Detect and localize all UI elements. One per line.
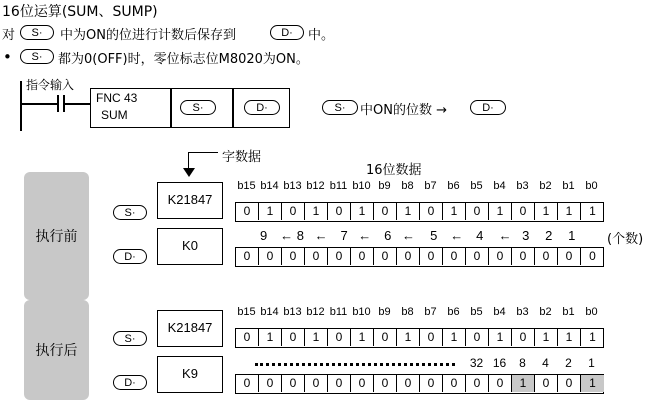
rung-wire (64, 103, 90, 105)
bit-cell: 0 (236, 375, 259, 392)
bit-cell: 1 (305, 329, 328, 346)
state-after: 执行后 (24, 300, 89, 400)
count-label: 3 (522, 228, 530, 243)
bit-label: b4 (493, 306, 506, 318)
bit-label: b11 (329, 306, 348, 318)
bit-cell: 0 (466, 248, 489, 265)
word-box-s: K21847 (157, 182, 223, 219)
bit-cell: 0 (512, 329, 535, 346)
arrow-left-icon: ← (314, 228, 328, 243)
bit-label: b7 (424, 306, 437, 318)
arrow-left-icon: ← (498, 228, 512, 243)
bit-cell: 0 (443, 248, 466, 265)
pointer-line (188, 152, 218, 153)
bit-label: b9 (378, 306, 391, 318)
bit-cell: 0 (466, 375, 489, 392)
bit-label: b3 (516, 180, 529, 192)
operand-d-badge: D· (244, 100, 280, 115)
state-before: 执行前 (24, 172, 89, 300)
bit-cell: 1 (397, 329, 420, 346)
bit-cell: 1 (351, 203, 374, 220)
bit-cell: 0 (351, 375, 374, 392)
bit-label: b0 (585, 306, 598, 318)
weight-label: 8 (519, 356, 526, 370)
operand-s-badge: S· (113, 331, 147, 346)
bit-label: b5 (470, 306, 483, 318)
bit-label: b14 (260, 180, 279, 192)
bit-cell: 0 (420, 203, 443, 220)
rung-wire (21, 103, 57, 105)
bit-cell: 1 (489, 329, 512, 346)
word-box-d: K0 (157, 228, 223, 265)
word-data-label: 字数据 (222, 150, 262, 165)
bit-cell: 0 (328, 375, 351, 392)
bit-register-d (235, 374, 604, 394)
bit-cell: 0 (328, 203, 351, 220)
bit-cell: 0 (236, 203, 259, 220)
bit-cell: 0 (305, 375, 328, 392)
bit-cell: 0 (259, 248, 282, 265)
operand-s-badge: S· (20, 49, 54, 64)
power-rail (20, 81, 22, 131)
bit-cell: 0 (466, 329, 489, 346)
bit-label: b0 (585, 180, 598, 192)
operand-s-badge: S· (20, 25, 54, 40)
bit-cell: 1 (443, 203, 466, 220)
contact-icon (57, 95, 59, 112)
bit-cell: 0 (466, 203, 489, 220)
bit-cell: 1 (443, 329, 466, 346)
operand-s-badge: S· (113, 205, 147, 220)
bit-label: b10 (352, 180, 371, 192)
bit-label: b4 (493, 180, 506, 192)
bit-cell: 0 (397, 375, 420, 392)
bit-cell: 0 (374, 203, 397, 220)
bit-cell: 0 (443, 375, 466, 392)
bits-16-label: 16位数据 (366, 163, 422, 178)
bit-cell: 1 (259, 203, 282, 220)
bullet-icon: • (3, 48, 12, 66)
arrow-left-icon: ← (280, 228, 294, 243)
bit-label: b9 (378, 180, 391, 192)
fnc-number: FNC 43 (96, 91, 138, 105)
count-label: 6 (384, 228, 392, 243)
weight-label: 1 (588, 356, 595, 370)
bit-cell: 1 (589, 330, 596, 344)
desc-line-1-pre: 对 (2, 28, 16, 43)
count-label: 4 (476, 228, 484, 243)
weight-label: 16 (492, 356, 507, 370)
arrow-down-icon (183, 168, 195, 177)
block-divider (232, 88, 234, 128)
bit-cell: 1 (397, 203, 420, 220)
count-label: 8 (296, 228, 304, 243)
word-box-d: K9 (157, 356, 223, 393)
bit-cell: 0 (558, 248, 581, 265)
bit-cell: 0 (512, 203, 535, 220)
bit-cell: 0 (305, 248, 328, 265)
weight-label: 32 (469, 356, 484, 370)
weight-label: 2 (565, 356, 572, 370)
bit-label: b14 (260, 306, 279, 318)
bit-cell: 1 (259, 329, 282, 346)
bit-cell: 1 (581, 375, 604, 392)
bit-label: b7 (424, 180, 437, 192)
bit-cell: 0 (328, 248, 351, 265)
bit-cell: 0 (374, 248, 397, 265)
bit-cell: 0 (236, 248, 259, 265)
bit-register-s (235, 328, 604, 348)
block-divider (170, 88, 172, 128)
bit-cell: 0 (351, 248, 374, 265)
bit-label: b2 (539, 306, 552, 318)
dotted-leader (255, 363, 455, 366)
bit-cell: 0 (420, 329, 443, 346)
operand-d-badge: D· (470, 100, 506, 115)
arrow-left-icon: ← (450, 228, 464, 243)
bit-cell: 0 (282, 203, 305, 220)
instruction-mnemonic: SUM (101, 108, 128, 122)
count-label: 9 (259, 228, 268, 243)
desc-line-1-mid: 中为ON的位进行计数后保存到 (60, 28, 236, 43)
bit-label: b6 (447, 306, 460, 318)
bit-register-d (235, 247, 604, 267)
count-label: 1 (568, 228, 576, 243)
desc-line-2: 都为0(OFF)时，零位标志位M8020为ON。 (58, 52, 309, 67)
bit-cell: 0 (374, 329, 397, 346)
bit-cell: 1 (305, 203, 328, 220)
bit-cell: 1 (535, 329, 558, 346)
bit-cell: 0 (282, 375, 305, 392)
bit-label: b12 (306, 306, 325, 318)
count-unit: (个数) (607, 232, 644, 247)
bit-cell: 1 (351, 329, 374, 346)
bit-label: b15 (237, 180, 256, 192)
bit-cell: 0 (489, 248, 512, 265)
bit-cell: 0 (489, 375, 512, 392)
bit-register-s (235, 202, 604, 222)
bit-cell: 0 (282, 248, 305, 265)
page-title: 16位运算(SUM、SUMP) (2, 4, 158, 20)
operand-d-badge: D· (113, 249, 147, 264)
bit-cell: 0 (512, 248, 535, 265)
bit-cell: 0 (236, 329, 259, 346)
bit-cell: 0 (397, 248, 420, 265)
bit-label: b1 (562, 306, 575, 318)
bit-cell: 0 (558, 375, 581, 392)
bit-label: b15 (237, 306, 256, 318)
bit-label: b6 (447, 180, 460, 192)
desc-line-1-post: 中。 (308, 28, 335, 43)
operand-s-badge: S· (180, 100, 216, 115)
bit-label: b2 (539, 180, 552, 192)
count-label: 7 (340, 228, 348, 243)
bit-cell: 0 (535, 248, 558, 265)
bit-cell: 1 (558, 203, 581, 220)
contact-label: 指令输入 (26, 78, 75, 92)
bit-cell: 1 (589, 204, 596, 218)
ladder-summary: 中ON的位数 → (360, 103, 447, 118)
arrow-left-icon: ← (402, 228, 415, 243)
operand-s-badge: S· (322, 100, 358, 115)
operand-d-badge: D· (270, 25, 304, 40)
bit-cell: 1 (512, 375, 535, 392)
bit-label: b1 (562, 180, 575, 192)
bit-cell: 0 (420, 248, 443, 265)
operand-d-badge: D· (113, 375, 147, 390)
count-label: 5 (430, 228, 438, 243)
bit-label: b5 (470, 180, 483, 192)
bit-cell: 0 (589, 249, 596, 263)
bit-label: b13 (283, 306, 302, 318)
word-box-s: K21847 (157, 310, 223, 347)
bit-label: b11 (329, 180, 348, 192)
count-label: 2 (545, 228, 553, 243)
bit-label: b8 (401, 306, 414, 318)
bit-cell: 1 (489, 203, 512, 220)
bit-cell: 0 (282, 329, 305, 346)
bit-label: b12 (306, 180, 325, 192)
bit-cell: 1 (535, 203, 558, 220)
bit-cell: 0 (328, 329, 351, 346)
arrow-left-icon: ← (358, 228, 372, 243)
bit-cell: 0 (259, 375, 282, 392)
bit-cell: 1 (558, 329, 581, 346)
bit-cell: 0 (535, 375, 558, 392)
bit-label: b13 (283, 180, 302, 192)
bit-label: b8 (401, 180, 414, 192)
bit-cell: 0 (420, 375, 443, 392)
bit-label: b10 (352, 306, 371, 318)
bit-cell: 0 (374, 375, 397, 392)
bit-label: b3 (516, 306, 529, 318)
weight-label: 4 (542, 356, 549, 370)
